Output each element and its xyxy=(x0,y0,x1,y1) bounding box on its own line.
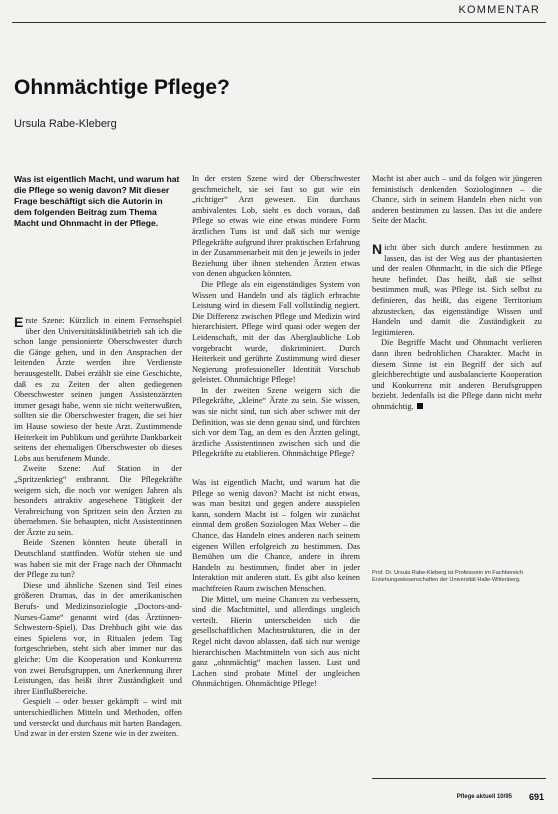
column-2 xyxy=(192,174,360,690)
col1-paragraph-2: Zweite Szene: Auf Station in der „Spritzenkrieg“ entbrannt. Die Pflegekräfte weigern sich, die noch vor wenigen Jahren als besonders attraktiv angesehene Tätigkeit der Verabreichung von Spritzen sein den Ärzten zu übernehmen. Sie behaupten, nicht Assistentinnen der Ärzte zu sein. xyxy=(14,464,182,537)
col1-paragraph-4: Diese und ähnliche Szenen sind Teil eines größeren Dramas, das in der amerikanischen Berufs- und Medizinsoziologie „Doctors-and-Nurses-Game“ genannt wird (das Ärztinnen-Schwestern-Spiel). Das Drehbuch gibt wie das eines Spielens vor, in Ritualen jedem Tag fortgeschrieben, steht sich aber immer nur das gleiche: Um die Kooperation und Konkurrenz von zwei Berufsgruppen, um Anerkennung ihrer Leistungen, das heißt ihrer Zuständigkeit und ihrer Einflußbereiche. xyxy=(14,580,182,696)
author-bio: Prof. Dr. Ursula Rabe-Kleberg ist Professorin im Fachbereich Erziehungswissenschaften der Universität Halle-Wittenberg. xyxy=(372,570,524,584)
col2-paragraph-2: Die Pflege als ein eigenständiges System von Wissen und Handeln und als täglich erbrachte Leistung wird in diesem Fall vollständig negiert. Die Differenz zwischen Pflege und Medizin wird hierarchisiert. Pflege wird quasi oder wegen der Leidenschaft, mit der das Aberglaubliche Lob vorgebracht wurde, diskriminiert. Durch Heiterkeit und gerührte Zustimmung wird dieser Negierung professioneller Identität Vorschub geleistet. Ohnmächtige Pflege! xyxy=(192,279,360,385)
column-1 xyxy=(14,316,182,740)
end-of-article-icon xyxy=(417,403,423,409)
col3-paragraph-2: Nicht über sich durch andere bestimmen zu lassen, das ist der Weg aus der phantasierten und der realen Ohnmacht, in die sich die Pflege heute befindet. Das heißt, daß sie selbst bestimmen muß, was Pflege ist. Sich selbst zu definieren, das heißt, das eigene Territorium abzustecken, das eigenständige Wissen und Handeln und damit die Zuständigkeit zu legitimieren. xyxy=(372,240,542,337)
col2-paragraph-5: Die Mittel, um meine Chancen zu verbessern, sind die Machtmittel, und allerdings ungleich verteilt. Hierin unterscheiden sich die gesellschaftlichen Machtstrukturen, die in der Regel nicht davon ablassen, daß sich nur wenige hierarchischen Machtmitteln von sich aus nicht ganz „ohnmächtig“ machen lassen. Lust und Lachen sind probate Mittel der ungleichen Ohnmächtigen. Ohnmächtige Pflege! xyxy=(192,594,360,689)
section-label: KOMMENTAR xyxy=(458,4,540,16)
footer-journal: Pflege aktuell 10/95 xyxy=(456,794,512,800)
col2-paragraph-1: In der ersten Szene wird der Oberschwester geschmeichelt, sie sei fast so gut wie ein „richtiger“ Arzt gewesen. Ein durchaus ambivalentes Lob, sieht es doch voraus, daß Pflege so etwas wie eine etwas mindere Form ärztlichen Tuns ist und daß sich nur wenige Pflegekräfte aufgrund ihrer praktischen Erfahrung in der Zusammenarbeit mit den je jeweils in jeder Beziehung über ihnen stehenden Ärzten etwas von denen abgucken könnten. xyxy=(192,174,360,279)
article-author: Ursula Rabe-Kleberg xyxy=(14,118,117,130)
col1-paragraph-5: Gespielt – oder besser gekämpft – wird mit unterschiedlichen Mitteln und Methoden, offen und versteckt und durchaus mit harten Bandagen. Und zwar in der ersten Szene wie in der zweiten. xyxy=(14,697,182,739)
col3-paragraph-3: Die Begriffe Macht und Ohnmacht verlieren dann ihren bedrohlichen Charakter. Macht in diesem Sinne ist ein Begriff der sich auf gleichberechtigte und ausbalancierte Kooperation und Konkurrenz mit anderen Berufsgruppen bezieht. Jedenfalls ist die Pflege dann nicht mehr ohnmächtig. xyxy=(372,338,542,411)
col3-paragraph-1: Macht ist aber auch – und da folgen wir jüngeren feministisch denkenden Soziologinnen – die Chance, sich in seinem Handeln eben nicht von anderen bestimmen zu lassen. Das ist die andere Seite der Macht. xyxy=(372,174,542,226)
col1-paragraph-3: Beide Szenen könnten heute überall in Deutschland stattfinden. Wofür stehen sie und was haben sie mit der Frage nach der Ohnmacht der Pflege zu tun? xyxy=(14,538,182,580)
drop-cap: E xyxy=(14,314,24,330)
col2-paragraph-3: In der zweiten Szene weigern sich die Pflegekräfte, „kleine“ Ärzte zu sein. Sie wissen, was sie nicht sind, tun sich aber schwer mit der Definition, was sie denn genau sind, und fürchten sich vor dem Tag, an dem es den Ärzten gelingt, ärztliche Assistentinnen zwischen sich und die Pflegekräfte zu etablieren. Ohnmächtige Pflege? xyxy=(192,385,360,459)
footer-rule xyxy=(372,778,546,779)
drop-cap: N xyxy=(372,240,383,257)
header-rule-top xyxy=(12,22,546,23)
page-number: 691 xyxy=(528,792,544,802)
article-title: Ohnmächtige Pflege? xyxy=(14,76,230,99)
col1-paragraph-1: Erste Szene: Kürzlich in einem Fernsehspiel über den Universitätsklinikbetrieb sah ich die schon lange pensionierte Oberschwester durch die Gänge gehen, und in den Ansprachen der leitenden Ärzte werden ihre Verdienste herausgestellt. Dabei erzählt sie eine Geschichte, daß es zu Zeiten der alten gediegenen Oberschwester seinen jungen Assistenzärzten immer gesagt habe, wenn sie nicht weiterwußten, sollten sie die Oberschwester fragen, die sei hier im Hause sowieso der beste Arzt. Zustimmende Heiterkeit im Publikum und gerührte Dankbarkeit seitens der ehemaligen Oberschwester ob dieses Lobs aus berufenem Munde. xyxy=(14,314,182,463)
article-lead: Was ist eigentlich Macht, und warum hat die Pflege so wenig davon? Mit dieser Frage beschäftigt sich die Autorin in dem folgenden Beitrag zum Thema Macht und Ohnmacht in der Pflege. xyxy=(14,174,180,228)
column-3 xyxy=(372,174,542,412)
col2-paragraph-4: Was ist eigentlich Macht, und warum hat die Pflege so wenig davon? Macht ist nicht etwas, was man besitzt und gegen andere ausspielen kann, sondern Macht ist – folgen wir zunächst einmal dem großen Soziologen Max Weber – die Chance, das Handeln eines anderen nach seinem eigenen Willen erfolgreich zu bestimmen. Das Bemühen um die Chance, andere in ihrem Handeln zu bestimmen, findet aber in jeder Interaktion mit anderen statt. Es gibt also keinen machtfreien Raum zwischen Menschen. xyxy=(192,478,360,593)
